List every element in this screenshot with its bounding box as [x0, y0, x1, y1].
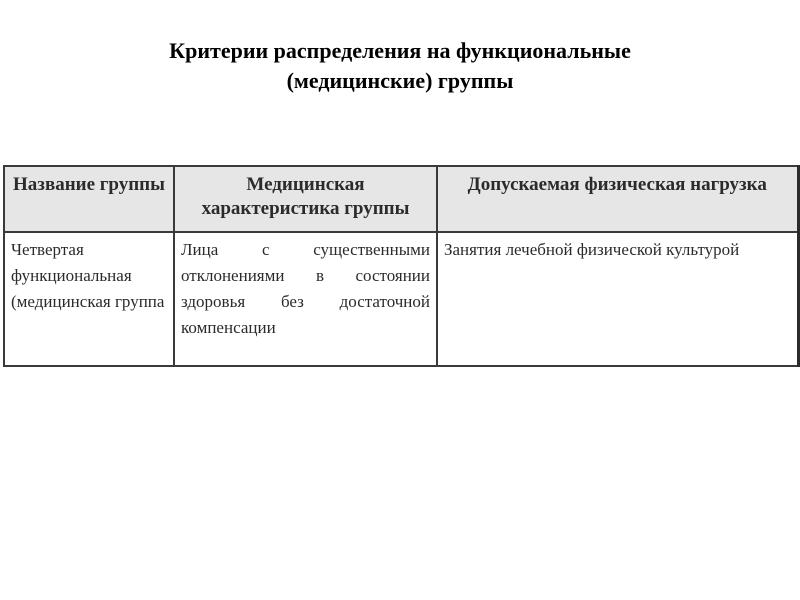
- header-medical-characteristic: Медицинская характеристика группы: [174, 166, 437, 232]
- table-row: [4, 232, 798, 366]
- cell-medical-characteristic: Лица с существенными отклонениями в состоянии здоровья без достаточной компенсации: [174, 232, 437, 366]
- header-allowed-load: Допускаемая физическая нагрузка: [437, 166, 798, 232]
- table-header-row: [4, 166, 798, 232]
- page-title: [0, 36, 800, 96]
- cell-allowed-load: Занятия лечебной физической культурой: [437, 232, 798, 366]
- header-group-name: Название группы: [4, 166, 174, 232]
- title-line-2: (медицинские) группы: [286, 68, 514, 93]
- cell-group-name: Четвертая функциональная (медицинская группа: [4, 232, 174, 366]
- criteria-table: [3, 165, 797, 367]
- title-line-1: Критерии распределения на функциональные: [169, 38, 631, 63]
